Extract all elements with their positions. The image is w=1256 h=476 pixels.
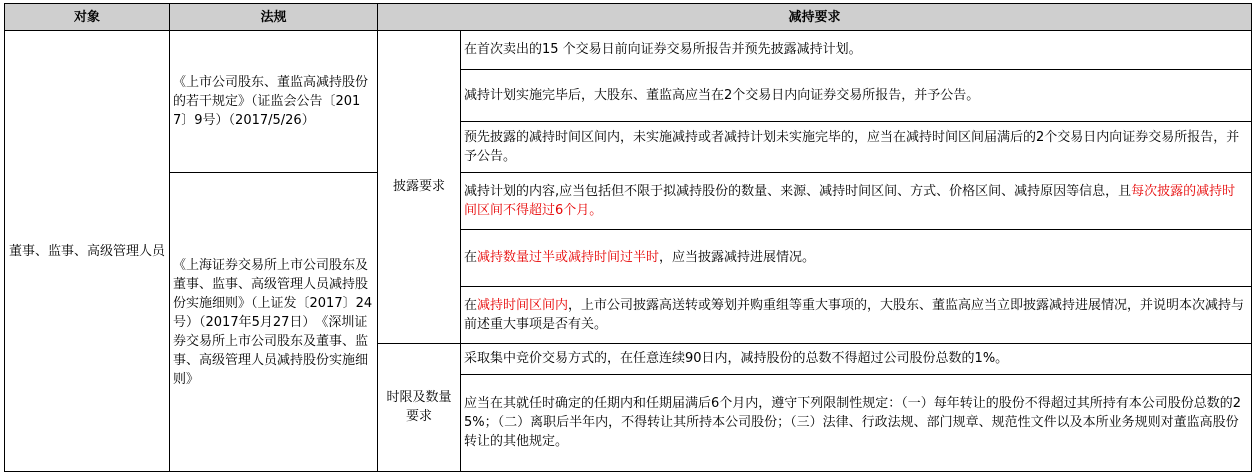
requirement-cell: [461, 173, 1252, 230]
category-limits: 时限及数量要求: [378, 343, 461, 472]
requirement-cell: [461, 121, 1252, 172]
header-subject: 对象: [5, 4, 170, 31]
requirement-cell: [461, 286, 1252, 343]
requirement-text: 采取集中竞价交易方式的，在任意连续90日内，减持股份的总数不得超过公司股份总数的1%。: [464, 351, 1009, 367]
header-requirements: 减持要求: [378, 4, 1252, 31]
requirement-text: 应当在其就任时确定的任期内和任期届满后6个月内，遵守下列限制性规定：（一）每年转让的股份不得超过其所持有本公司股份总数的25%；（二）离职后半年内，不得转让其所持本公司股份；（三）法律、行政法规、部门规章、规范性文件以及本所业务规则对董监高股份转让的其他规定。: [464, 396, 1242, 450]
highlighted-text: 减持数量过半或减持时间过半时: [477, 250, 660, 266]
requirement-text: 减持计划的内容,应当包括但不限于拟减持股份的数量、来源、减持时间区间、方式、价格区间、减持原因等信息，且: [464, 184, 1132, 200]
requirement-text: 预先披露的减持时间区间内，未实施减持或者减持计划未实施完毕的，应当在减持时间区间届满后的2个交易日内向证券交易所报告，并予公告。: [464, 130, 1240, 165]
law-cell-csrc: 《上市公司股东、董监高减持股份的若干规定》（证监会公告〔2017〕9号）（2017/5/26）: [170, 31, 378, 173]
category-disclosure: 披露要求: [378, 31, 461, 344]
requirement-cell: [461, 343, 1252, 374]
highlighted-text: 每次披露的减持时间区间不得超过6个月。: [464, 184, 1236, 219]
requirement-cell: [461, 31, 1252, 70]
requirement-cell: [461, 230, 1252, 287]
header-row: [5, 4, 1252, 31]
requirement-text: 在: [464, 297, 478, 313]
requirement-text: ，上市公司披露高送转或筹划并购重组等重大事项的，大股东、董监高应当立即披露减持进展情况，并说明本次减持与前述重大事项是否有关。: [464, 297, 1245, 332]
regulation-table: [4, 3, 1252, 472]
requirement-cell: [461, 69, 1252, 121]
table-row: [5, 31, 1252, 70]
requirement-text: 在: [464, 250, 478, 266]
highlighted-text: 减持时间区间内: [477, 297, 569, 313]
requirement-text: 在首次卖出的15 个交易日前向证券交易所报告并预先披露减持计划。: [464, 42, 862, 58]
requirement-text: ，应当披露减持进展情况。: [659, 250, 816, 266]
requirement-cell: [461, 374, 1252, 471]
requirement-text: 减持计划实施完毕后，大股东、董监高应当在2个交易日内向证券交易所报告，并予公告。: [464, 87, 980, 103]
table-row: [5, 173, 1252, 230]
header-law: 法规: [170, 4, 378, 31]
law-cell-exchange: 《上海证券交易所上市公司股东及董事、监事、高级管理人员减持股份实施细则》（上证发〔2017〕24号）（2017年5月27日） 《深圳证券交易所上市公司股东及董事、监事、高级管理人员减持股份实施细则》: [170, 173, 378, 472]
subject-cell: 董事、监事、高级管理人员: [5, 31, 170, 472]
